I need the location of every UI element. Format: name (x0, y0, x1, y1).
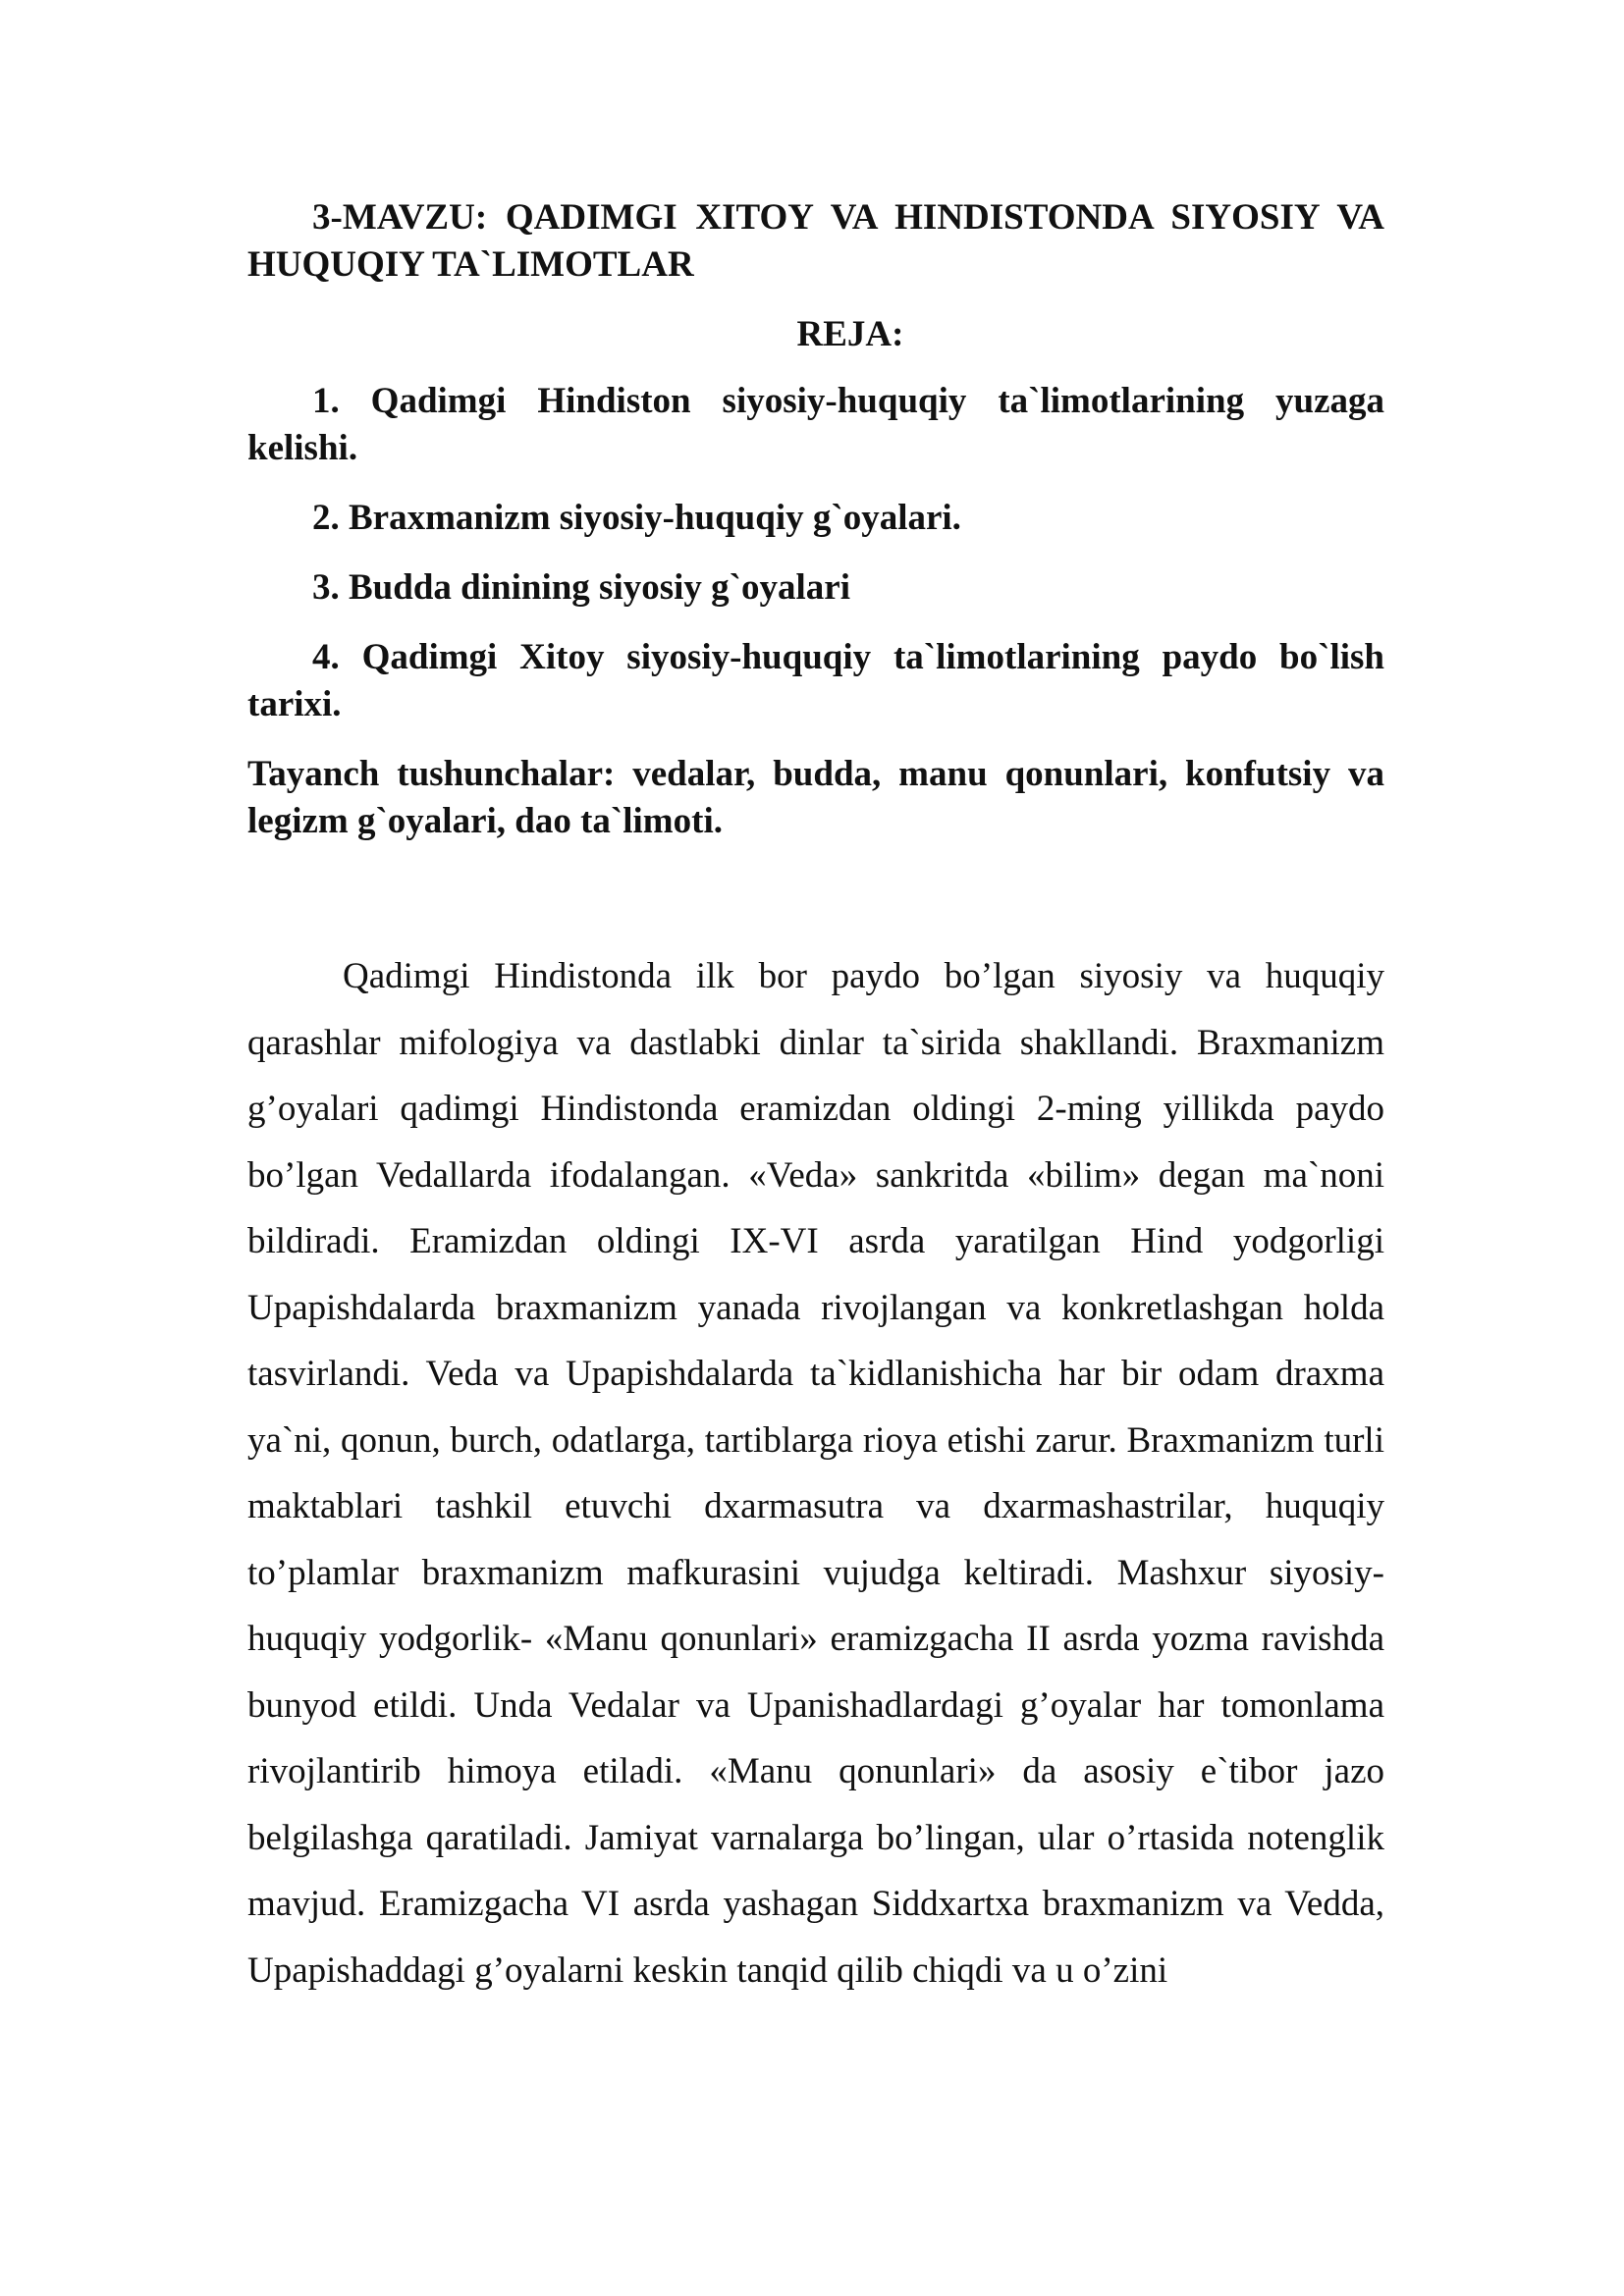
plan-item: 3. Budda dinining siyosiy g`oyalari (312, 567, 850, 608)
document-title: 3-MAVZU: QADIMGI XITOY VA HINDISTONDA SIYOSIY VA HUQUQIY TA`LIMOTLAR (247, 197, 1384, 285)
plan-item: 1. Qadimgi Hindiston siyosiy-huquqiy ta`limotlarining yuzaga kelishi. (247, 381, 1384, 468)
plan-heading: REJA: (796, 314, 904, 354)
body-paragraph: Qadimgi Hindistonda ilk bor paydo bo’lgan siyosiy va huquqiy qarashlar mifologiya va dastlabki dinlar ta`sirida shakllandi. Braxmanizm g’oyalari qadimgi Hindistonda eramizdan oldingi 2-ming yillikda paydo bo’lgan Vedallarda ifodalangan. «Veda» sankritda «bilim» degan ma`noni bildiradi. Eramizdan oldingi IX-VI asrda yaratilgan Hind yodgorligi Upapishdalarda braxmanizm yanada rivojlangan va konkretlashgan holda tasvirlandi. Veda va Upapishdalarda ta`kidlanishicha har bir odam draxma ya`ni, qonun, burch, odatlarga, tartiblarga rioya etishi zarur. Braxmanizm turli maktablari tashkil etuvchi dxarmasutra va dxarmashastrilar, huquqiy to’plamlar braxmanizm mafkurasini vujudga keltiradi. Mashxur siyosiy-huquqiy yodgorlik- «Manu qonunlari» eramizgacha II asrda yozma ravishda bunyod etildi. Unda Vedalar va Upanishadlardagi g’oyalar har tomonlama rivojlantirib himoya etiladi. «Manu qonunlari» da asosiy e`tibor jazo belgilashga qaratiladi. Jamiyat varnalarga bo’lingan, ular o’rtasida notenglik mavjud. Eramizgacha VI asrda yashagan Siddxartxa braxmanizm va Vedda, Upapishaddagi g’oyalarni keskin tanqid qilib chiqdi va u o’zini (247, 956, 1384, 1991)
keywords-paragraph: Tayanch tushunchalar: vedalar, budda, manu qonunlari, konfutsiy va legizm g`oyalari, dao ta`limoti. (247, 754, 1384, 841)
plan-list (247, 378, 1384, 728)
document-page (247, 194, 1384, 2003)
plan-item: 2. Braxmanizm siyosiy-huquqiy g`oyalari. (312, 498, 961, 538)
plan-item: 4. Qadimgi Xitoy siyosiy-huquqiy ta`limotlarining paydo bo`lish tarixi. (247, 637, 1384, 724)
